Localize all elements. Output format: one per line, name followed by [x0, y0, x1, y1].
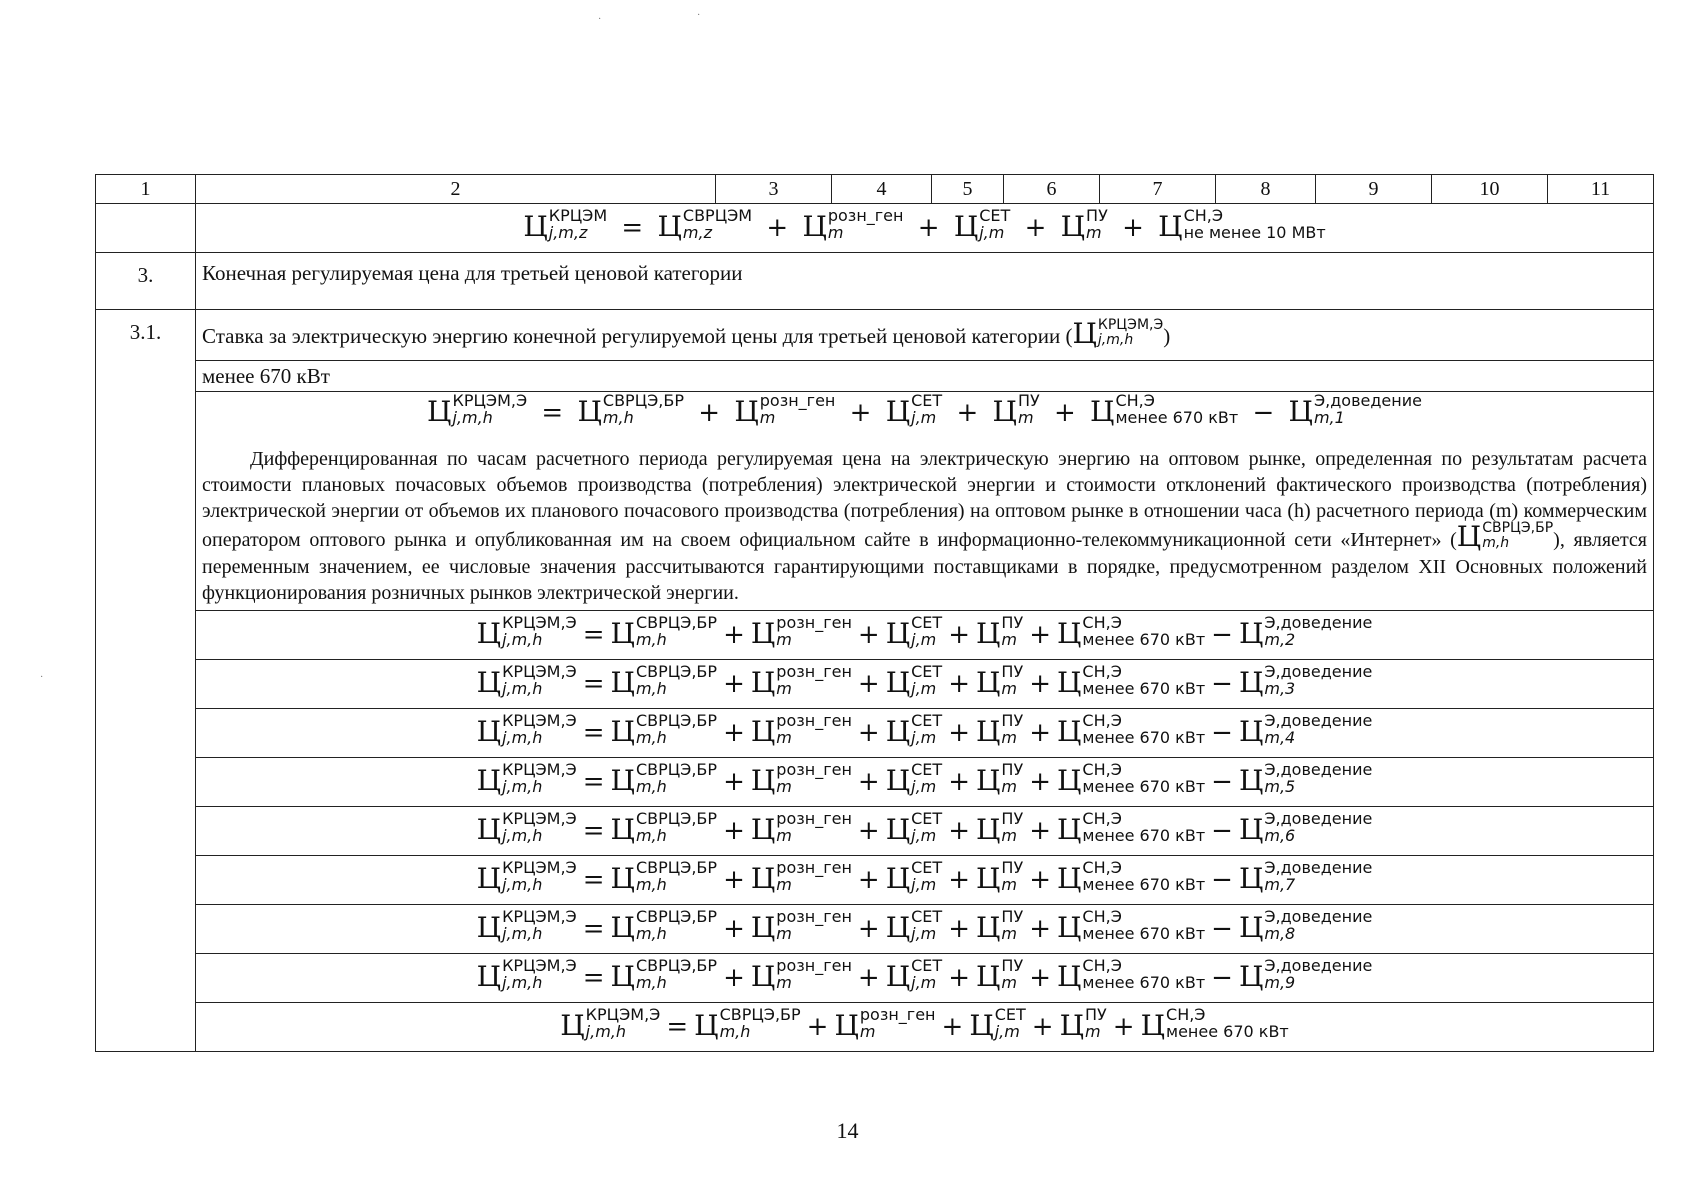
formula-4: Ц КРЦЭМ,Э j,m,h = Ц СВРЦЭ,БР m,h + Ц розн_ген m + Ц СЕТ j,m + Ц ПУ m + Ц СН,Э менее 670 кВт − Ц Э,доведение m,4	[476, 710, 1373, 748]
header-col-1: 1	[96, 175, 196, 204]
formula-symbol: Ц розн_ген m	[802, 205, 904, 243]
header-col-10: 10	[1432, 175, 1548, 204]
formula-1: Ц КРЦЭМ,Э j,m,h = Ц СВРЦЭ,БР m,h + Ц розн_ген m + Ц СЕТ j,m + Ц ПУ m + Ц СН,Э менее 670 кВт − Ц Э,доведение m,1	[427, 391, 1422, 428]
formula-paragraph-row	[96, 392, 1654, 611]
formula-row-8	[96, 905, 1654, 954]
formula-symbol: Ц СН,Э не менее 10 МВт	[1158, 205, 1326, 243]
formula-9: Ц КРЦЭМ,Э j,m,h = Ц СВРЦЭ,БР m,h + Ц розн_ген m + Ц СЕТ j,m + Ц ПУ m + Ц СН,Э менее 670 кВт − Ц Э,доведение m,9	[476, 955, 1373, 993]
section-row-3	[96, 253, 1654, 310]
section-row-3-1	[96, 310, 1654, 361]
header-col-2: 2	[196, 175, 716, 204]
description-paragraph: Дифференцированная по часам расчетного периода регулируемая цена на электрическую энергию на оптовом рынке, определенная по результатам расчета стоимости плановых почасовых объемов производства (потребления) электрической энергии и стоимости отклонений фактического производства (потребления) электрической энергии от объемов их планового почасового производства (потребления) на оптовом рынке в отношении часа (h) расчетного периода (m) коммерческим оператором оптового рынка и опубликованная им на своем официальном сайте в информационно-телекоммуникационной сети «Интернет» (Ц СВРЦЭ,БР m,h ), является переменным значением, ее числовые значения рассчитываются гарантирующими поставщиками в порядке, предусмотренном разделом XII Основных положений функционирования розничных рынков электрической энергии.	[202, 448, 1648, 605]
header-col-6: 6	[1004, 175, 1100, 204]
section-number: 3.1.	[96, 310, 196, 1052]
tariff-table	[95, 174, 1654, 1052]
formula-top: Ц КРЦЭМ j,m,z = Ц СВРЦЭМ m,z + Ц розн_ген m + Ц СЕТ j,m + Ц ПУ m + Ц СН,Э не менее 10 МВт	[523, 211, 1325, 246]
formula-row-1	[196, 392, 1653, 442]
formula-8: Ц КРЦЭМ,Э j,m,h = Ц СВРЦЭ,БР m,h + Ц розн_ген m + Ц СЕТ j,m + Ц ПУ m + Ц СН,Э менее 670 кВт − Ц Э,доведение m,8	[476, 906, 1373, 944]
section-number: 3.	[96, 253, 196, 310]
formula-symbol: Ц СВРЦЭМ m,z	[657, 205, 753, 243]
formula-row-3	[96, 660, 1654, 709]
scan-dot: ·	[697, 10, 701, 21]
formula-final: Ц КРЦЭМ,Э j,m,h = Ц СВРЦЭ,БР m,h + Ц розн_ген m + Ц СЕТ j,m + Ц ПУ m + Ц СН,Э менее 670 кВт	[560, 1004, 1289, 1042]
formula-2: Ц КРЦЭМ,Э j,m,h = Ц СВРЦЭ,БР m,h + Ц розн_ген m + Ц СЕТ j,m + Ц ПУ m + Ц СН,Э менее 670 кВт − Ц Э,доведение m,2	[476, 612, 1373, 650]
formula-symbol: Ц КРЦЭМ j,m,z	[523, 205, 608, 243]
formula-row-7	[96, 856, 1654, 905]
section-title: Конечная регулируемая цена для третьей ценовой категории	[196, 253, 1654, 310]
header-col-7: 7	[1100, 175, 1216, 204]
header-col-11: 11	[1548, 175, 1654, 204]
header-col-4: 4	[832, 175, 932, 204]
header-row	[96, 175, 1654, 204]
formula-symbol: Ц КРЦЭМ,Э j,m,h	[1072, 317, 1164, 351]
formula-7: Ц КРЦЭМ,Э j,m,h = Ц СВРЦЭ,БР m,h + Ц розн_ген m + Ц СЕТ j,m + Ц ПУ m + Ц СН,Э менее 670 кВт − Ц Э,доведение m,7	[476, 857, 1373, 895]
subsection-row	[96, 361, 1654, 392]
formula-symbol: Ц СВРЦЭ,БР m,h	[1456, 519, 1554, 553]
formula-3: Ц КРЦЭМ,Э j,m,h = Ц СВРЦЭ,БР m,h + Ц розн_ген m + Ц СЕТ j,m + Ц ПУ m + Ц СН,Э менее 670 кВт − Ц Э,доведение m,3	[476, 661, 1373, 699]
header-col-9: 9	[1316, 175, 1432, 204]
header-col-8: 8	[1216, 175, 1316, 204]
formula-row-6	[96, 807, 1654, 856]
formula-row-4	[96, 709, 1654, 758]
subsection-label: менее 670 кВт	[196, 361, 1654, 392]
header-col-3: 3	[716, 175, 832, 204]
scan-dot: ·	[598, 14, 602, 25]
scan-dot: ·	[40, 672, 44, 683]
page-number: 14	[836, 1118, 859, 1143]
formula-row-9	[96, 954, 1654, 1003]
formula-symbol: Ц ПУ m	[1060, 205, 1108, 243]
section-title: Ставка за электрическую энергию конечной регулируемой цены для третьей ценовой категории (Ц КРЦЭМ,Э j,m,h )	[196, 310, 1654, 361]
formula-row-5	[96, 758, 1654, 807]
formula-row-top	[96, 204, 1654, 253]
formula-6: Ц КРЦЭМ,Э j,m,h = Ц СВРЦЭ,БР m,h + Ц розн_ген m + Ц СЕТ j,m + Ц ПУ m + Ц СН,Э менее 670 кВт − Ц Э,доведение m,6	[476, 808, 1373, 846]
formula-row-2	[96, 611, 1654, 660]
formula-5: Ц КРЦЭМ,Э j,m,h = Ц СВРЦЭ,БР m,h + Ц розн_ген m + Ц СЕТ j,m + Ц ПУ m + Ц СН,Э менее 670 кВт − Ц Э,доведение m,5	[476, 759, 1373, 797]
formula-symbol: Ц СЕТ j,m	[953, 205, 1011, 243]
header-col-5: 5	[932, 175, 1004, 204]
formula-row-final	[96, 1003, 1654, 1052]
